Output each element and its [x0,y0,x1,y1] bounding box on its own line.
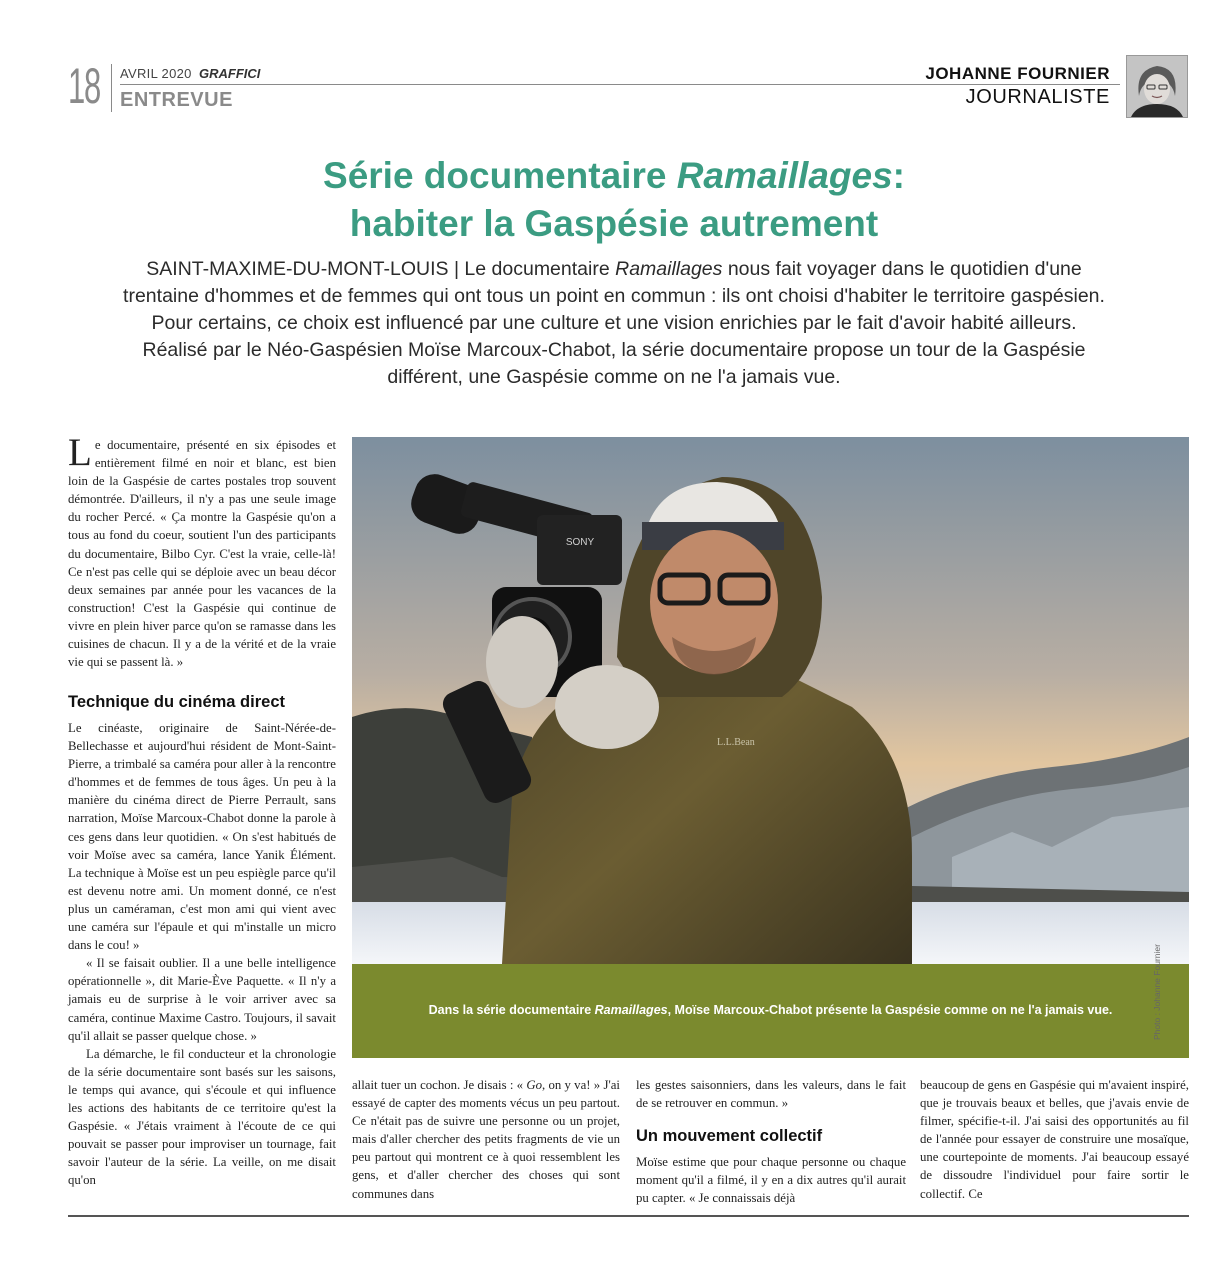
column-1-body [68,719,336,1189]
drop-cap: L [68,431,92,474]
column-3-top [636,1076,906,1112]
header-rule [120,84,1120,85]
title-colon: : [892,155,905,196]
article-lede [118,256,1110,391]
paragraph-4: La démarche, le fil conducteur et la chronologie de la série documentaire sont basés sur les saisons, le temps qui avance, qui s'écoule et qui influence les actions des habitants de ce territoire qu'est la Gaspésie. « J'étais vraiment à l'écoute de ce qui pouvait se passer pour improviser un tournage, fait savoir l'auteur de la série. La veille, on me disait qu'on [68,1046,336,1188]
issue-date: AVRIL 2020 [120,66,192,81]
header-divider [111,64,112,112]
paragraph-6: les gestes saisonniers, dans les valeurs, dans le fait de se retrouver en commun. » [636,1078,906,1111]
jacket-brand-label: L.L.Bean [717,737,755,748]
publication-name: GRAFFICI [199,66,261,81]
p5-start: allait tuer un cochon. Je disais : « [352,1078,527,1092]
paragraph-3: « Il se faisait oublier. Il a une belle intelligence opérationnelle », dit Marie-Ève Paquette. « Il n'y a jamais eu de surprise à le voir arriver avec sa caméra, continue Maxime Castro. Toujours, il savait qu'il allait se passer quelque chose. » [68,956,336,1043]
camera-brand-label: SONY [565,537,595,548]
column-3-body [636,1153,906,1207]
author-name: JOHANNE FOURNIER [925,64,1110,83]
lede-series-name: Ramaillages [615,258,723,280]
title-text: Série documentaire [323,155,677,196]
page-number: 18 [68,58,101,114]
section-label: ENTREVUE [120,89,233,111]
paragraph-2: Le cinéaste, originaire de Saint-Nérée-de-Bellechasse et aujourd'hui résident de Mont-Saint-Pierre, a trimbalé sa caméra pour aller à la rencontre d'hommes et de femmes de tous âges. Un peu à la manière du cinéma direct de Pierre Perrault, sans narration, Moïse Marcoux-Chabot donne la parole à ces gens dans leur quotidien. « On s'est habitués de voir Moïse avec sa caméra, lance Yanik Élément. La technique à Moïse est un peu espiègle parce qu'il est devenu notre ami. Un moment donné, ce n'est plus un caméraman, c'est mon ami qui vient avec une caméra sur l'épaule et qui m'installe un micro dans le cou! » [68,721,336,953]
photo-credit: Photo : Johanne Fournier [1152,944,1162,1040]
paragraph-8: beaucoup de gens en Gaspésie qui m'avaient inspiré, que je trouvais beaux et belles, que j'avais envie de filmer, spécifie-t-il. J'ai saisi des opportunités au fil de l'année pour essayer de construire une mosaïque, une courtepointe de moments. J'ai beaucoup essayé de dissoudre l'individuel pour faire sortir le collectif. Ce [920,1078,1189,1201]
article-title [100,152,1128,248]
paragraph-1: e documentaire, présenté en six épisodes et entièrement filmé en noir et blanc, est bien loin de la Gaspésie de cartes postales trop souvent démontrée. D'ailleurs, il n'y a pas une seule image du rocher Percé. « Ça montre la Gaspésie qu'on a tous au fond du coeur, soutient l'un des participants du documentaire, Bilbo Cyr. C'est la vraie, celle-là! Ce n'est pas celle qui se déploie avec un beau décor deux semaines par année pour les vacances de la construction! C'est la Gaspésie qui continue de vivre en plein hiver parce qu'on se ramasse dans les cuisines de chacun. Il y a de la vérité et de la vraie vie qui se passent là. » [68,438,336,670]
title-line-2: habiter la Gaspésie autrement [349,203,879,244]
column-4 [920,1076,1189,1203]
author-role: JOURNALISTE [965,86,1110,108]
caption-text-start: Dans la série documentaire [428,1003,595,1017]
author-portrait [1126,55,1188,118]
lede-text-start: SAINT-MAXIME-DU-MONT-LOUIS | Le documentaire [146,258,616,280]
author-portrait-image [1127,56,1187,117]
subhead-mouvement: Un mouvement collectif [636,1127,823,1145]
lede-text-end: nous fait voyager dans le quotidien d'une trentaine d'hommes et de femmes qui ont tous un point en commun : ils ont choisi d'habiter le territoire gaspésien. Pour certains, ce choix est influencé par une culture et une vision enrichies par le fait d'avoir habité ailleurs. Réalisé par le Néo-Gaspésien Moïse Marcoux-Chabot, la série documentaire propose un tour de la Gaspésie différent, une Gaspésie comme on ne l'a jamais vue. [123,258,1105,388]
paragraph-5 [352,1076,620,1203]
paragraph-7: Moïse estime que pour chaque personne ou chaque moment qu'il a filmé, il y en a dix autres qu'il aurait pu capter. « Je connaissais déjà [636,1155,906,1206]
filmmaker-photo-illustration [352,437,1189,964]
caption-series-name: Ramaillages [594,1003,668,1017]
p5-italic: Go [526,1078,542,1092]
column-2 [352,1076,620,1203]
title-series-name: Ramaillages [676,155,893,196]
p5-end: , on y va! » J'ai essayé de capter des moments vécus un peu partout. Ce n'était pas de suivre une personne ou un projet, mais d'aller chercher des petits fragments de vie un peu partout qui montrent ce à quoi ressemblent les gens, et d'aller chercher des choses qui sont communes dans [352,1078,620,1201]
caption-text-end: , Moïse Marcoux-Chabot présente la Gaspésie comme on ne l'a jamais vue. [667,1003,1113,1017]
subhead-technique: Technique du cinéma direct [68,693,285,711]
column-1-intro [68,431,336,671]
photo-caption [352,1003,1189,1017]
feature-photo [352,437,1189,964]
footer-rule [68,1215,1189,1217]
